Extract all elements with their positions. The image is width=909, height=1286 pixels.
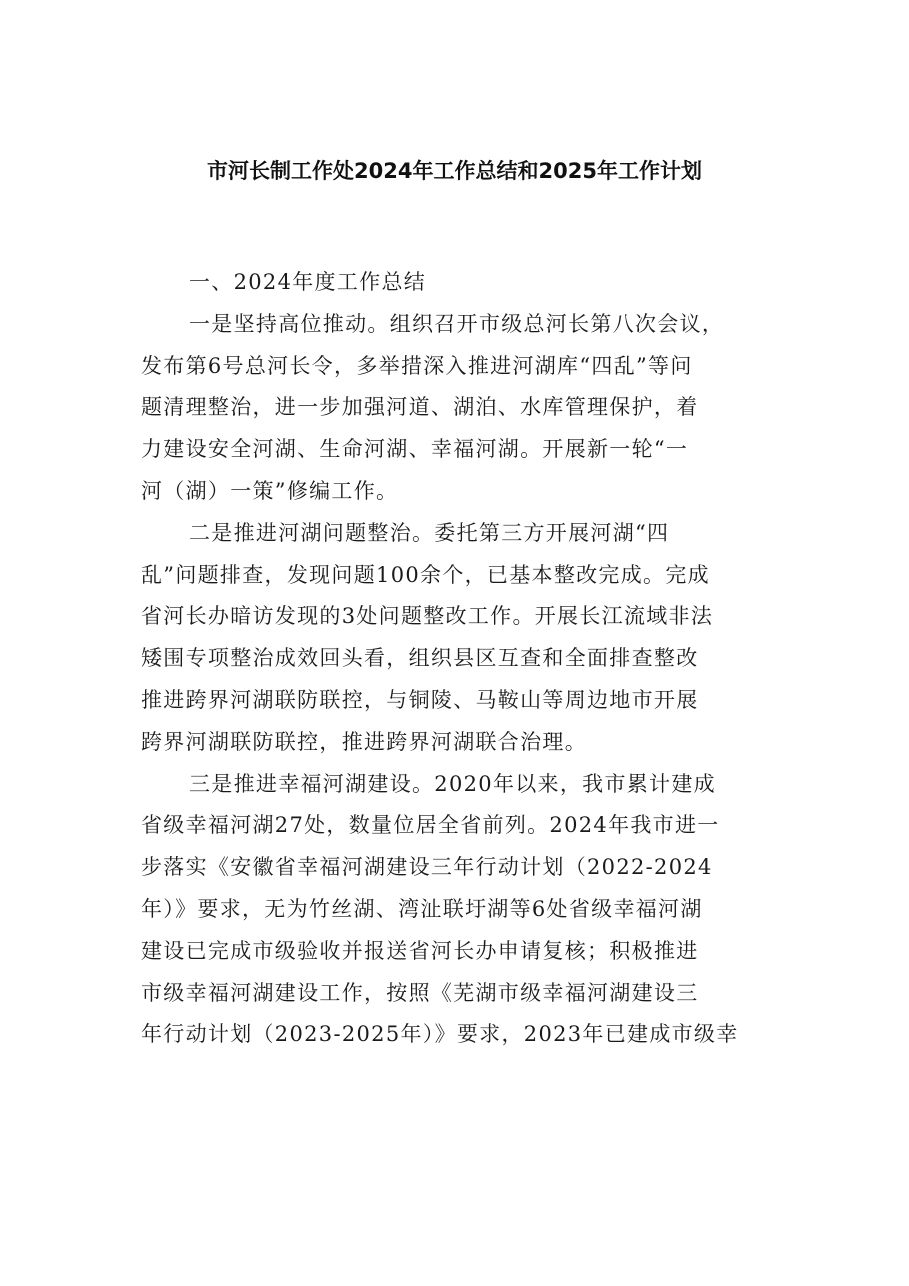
body-text-line: 市级幸福河湖建设工作，按照《芜湖市级幸福河湖建设三 [141, 980, 699, 1005]
body-text-line: 三是推进幸福河湖建设。2020年以来，我市累计建成 [189, 771, 716, 796]
document-body [141, 262, 772, 1056]
body-text-line: 二是推进河湖问题整治。委托第三方开展河湖“四 [189, 520, 670, 545]
body-text-line: 建设已完成市级验收并报送省河长办申请复核；积极推进 [141, 938, 699, 963]
document-title: 市河长制工作处2024年工作总结和2025年工作计划 [207, 159, 702, 183]
body-text-line: 矮围专项整治成效回头看，组织县区互查和全面排查整改 [141, 646, 699, 671]
body-text-line: 力建设安全河湖、生命河湖、幸福河湖。开展新一轮“一 [141, 437, 689, 462]
body-text-line: 年）》要求，无为竹丝湖、湾沚联圩湖等6处省级幸福河湖 [141, 896, 703, 921]
body-text-line: 年行动计划（2023-2025年）》要求，2023年已建成市级幸 [141, 1022, 739, 1047]
body-text-line: 发布第6号总河长令，多举措深入推进河湖库“四乱”等问 [141, 353, 693, 378]
body-text-line: 河（湖）一策”修编工作。 [141, 478, 399, 503]
body-text-line: 一、2024年度工作总结 [189, 270, 427, 294]
body-text-line: 步落实《安徽省幸福河湖建设三年行动计划（2022-2024 [141, 855, 713, 880]
body-text-line: 省河长办暗访发现的3处问题整改工作。开展长江流域非法 [141, 604, 714, 629]
body-text-line: 推进跨界河湖联防联控，与铜陵、马鞍山等周边地市开展 [141, 687, 699, 712]
body-text-line: 一是坚持高位推动。组织召开市级总河长第八次会议， [189, 311, 725, 336]
body-text-line: 省级幸福河湖27处，数量位居全省前列。2024年我市进一 [141, 813, 720, 838]
body-text-line: 乱”问题排查，发现问题100余个，已基本整改完成。完成 [141, 562, 710, 587]
body-text-line: 跨界河湖联防联控，推进跨界河湖联合治理。 [141, 729, 587, 754]
body-text-line: 题清理整治，进一步加强河道、湖泊、水库管理保护，着 [141, 395, 699, 420]
